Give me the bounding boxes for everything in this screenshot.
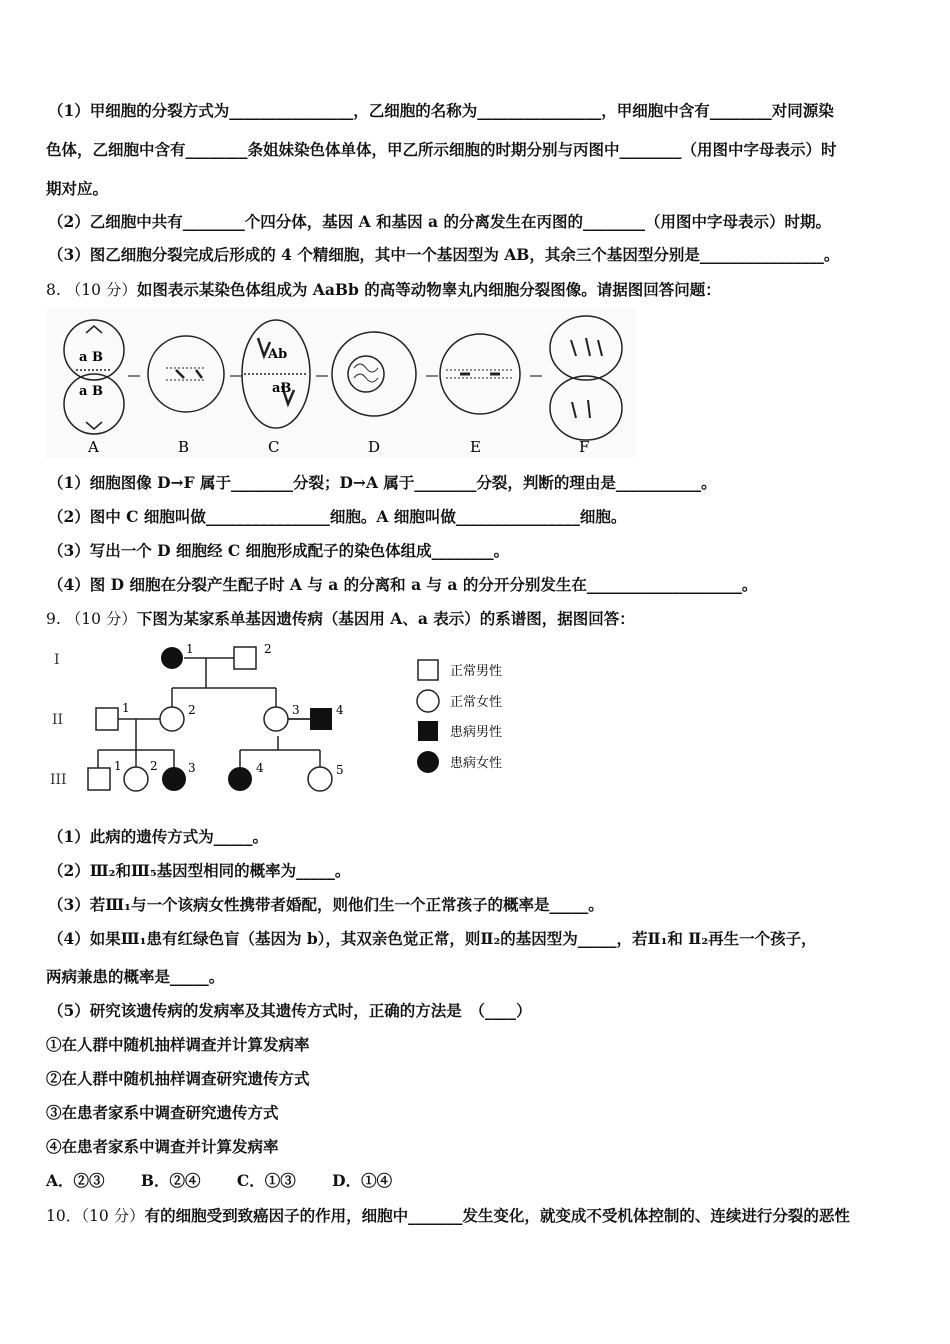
q9-part5: （5）研究该遗传病的发病率及其遗传方式时，正确的方法是 （____） xyxy=(48,1001,532,1020)
q9-option-4: ④在患者家系中调查并计算发病率 xyxy=(46,1137,279,1156)
member-iii1-normal-male xyxy=(88,768,110,790)
member-iii4-affected-female xyxy=(228,767,252,791)
cell-a-gene-bottom: a B xyxy=(79,384,103,399)
legend-normal-male-symbol xyxy=(418,660,438,680)
q7-part1-line2: 色体，乙细胞中含有________条姐妹染色体单体，甲乙所示细胞的时期分别与丙图中________（用图中字母表示）时 xyxy=(46,140,837,159)
generation-label-2: II xyxy=(52,712,64,728)
q9-part1: （1）此病的遗传方式为_____。 xyxy=(48,827,269,846)
q7-part3: （3）图乙细胞分裂完成后形成的 4 个精细胞，其中一个基因型为 AB，其余三个基因型分别是________________。 xyxy=(48,245,840,264)
member-i2-normal-male xyxy=(234,647,256,669)
q9-pedigree-figure xyxy=(46,638,526,798)
legend-affected-female: 患病女性 xyxy=(450,756,503,771)
member-ii3-normal-female xyxy=(264,707,288,731)
q9-part2: （2）Ⅲ₂和Ⅲ₅基因型相同的概率为_____。 xyxy=(48,861,351,880)
cell-label-a: A xyxy=(88,438,99,456)
cell-label-d: D xyxy=(368,438,381,456)
q10-stem: 有的细胞受到致癌因子的作用，细胞中_______发生变化，就变成不受机体控制的、连续进行分裂的恶性 xyxy=(144,1206,850,1225)
cell-label-c: C xyxy=(268,438,280,456)
q9-option-1: ①在人群中随机抽样调查并计算发病率 xyxy=(46,1035,310,1054)
q7-part2: （2）乙细胞中共有________个四分体，基因 A 和基因 a 的分离发生在丙图的________（用图中字母表示）时期。 xyxy=(48,212,831,231)
cell-label-e: E xyxy=(470,438,481,456)
member-number-ii1: 1 xyxy=(122,701,130,715)
member-number-iii4: 4 xyxy=(256,761,264,775)
q10-score: （10 分） xyxy=(81,1207,145,1225)
q8-part4: （4）图 D 细胞在分裂产生配子时 A 与 a 的分离和 a 与 a 的分开分别发生在____________________。 xyxy=(48,575,758,594)
legend-affected-male: 患病男性 xyxy=(450,725,503,740)
legend-affected-female-symbol xyxy=(417,751,439,773)
legend-normal-female-symbol xyxy=(417,690,439,712)
member-number-iii3: 3 xyxy=(188,761,196,775)
q9-part4-line2: 两病兼患的概率是_____。 xyxy=(46,967,225,986)
q7-part1-line3: 期对应。 xyxy=(46,179,109,198)
member-ii1-normal-male xyxy=(96,708,118,730)
q8-part3: （3）写出一个 D 细胞经 C 细胞形成配子的染色体组成________。 xyxy=(48,541,510,560)
q9-option-3: ③在患者家系中调查研究遗传方式 xyxy=(46,1103,279,1122)
q8-part1: （1）细胞图像 D→F 属于________分裂；D→A 属于________分裂，判断的理由是___________。 xyxy=(48,473,717,492)
member-iii2-normal-female xyxy=(124,767,148,791)
member-ii4-affected-male xyxy=(310,708,332,730)
q8-part2: （2）图中 C 细胞叫做________________细胞。A 细胞叫做________________细胞。 xyxy=(48,507,627,526)
cell-label-b: B xyxy=(178,438,190,456)
member-number-iii2: 2 xyxy=(150,759,158,773)
member-number-i1: 1 xyxy=(186,642,194,656)
cell-label-f: F xyxy=(579,438,590,456)
q10-stem-line xyxy=(46,1206,950,1226)
q9-option-2: ②在人群中随机抽样调查研究遗传方式 xyxy=(46,1069,310,1088)
q9-stem-line xyxy=(46,609,950,629)
member-number-ii3: 3 xyxy=(292,703,300,717)
member-number-iii5: 5 xyxy=(336,763,344,777)
q7-part1-line1: （1）甲细胞的分裂方式为________________，乙细胞的名称为________________，甲细胞中含有________对同源染 xyxy=(48,101,834,120)
q8-stem-line xyxy=(46,280,950,300)
cell-c-gene-bottom: aB xyxy=(272,381,292,396)
member-ii2-normal-female xyxy=(160,707,184,731)
cell-c-gene-top: Ab xyxy=(268,347,288,362)
member-iii5-normal-female xyxy=(308,767,332,791)
q8-number: 8. xyxy=(46,281,61,299)
q8-score: （10 分） xyxy=(65,281,137,299)
legend-normal-female: 正常女性 xyxy=(450,695,503,710)
q10-number: 10． xyxy=(46,1207,82,1225)
generation-label-1: I xyxy=(54,652,60,668)
member-number-ii4: 4 xyxy=(336,703,344,717)
member-number-iii1: 1 xyxy=(114,759,122,773)
member-iii3-affected-female xyxy=(162,767,186,791)
q9-stem: 下图为某家系单基因遗传病（基因用 A、a 表示）的系谱图，据图回答： xyxy=(136,609,635,628)
q9-part4-line1: （4）如果Ⅲ₁患有红绿色盲（基因为 b），其双亲色觉正常，则Ⅱ₂的基因型为_____，若Ⅱ₁和 Ⅱ₂再生一个孩子， xyxy=(48,929,817,948)
generation-label-3: III xyxy=(50,772,67,788)
q9-score: （10 分） xyxy=(65,610,137,628)
member-number-ii2: 2 xyxy=(188,703,196,717)
legend-normal-male: 正常男性 xyxy=(450,664,503,679)
q8-stem: 如图表示某染色体组成为 AaBb 的高等动物睾丸内细胞分裂图像。请据图回答问题： xyxy=(136,280,721,299)
q9-part3: （3）若Ⅲ₁与一个该病女性携带者婚配，则他们生一个正常孩子的概率是_____。 xyxy=(48,895,604,914)
q9-number: 9. xyxy=(46,610,61,628)
cell-a-gene-top: a B xyxy=(79,350,103,365)
member-number-i2: 2 xyxy=(264,642,272,656)
member-i1-affected-female xyxy=(161,647,183,669)
q9-choices: A．②③ B．②④ C．①③ D．①④ xyxy=(46,1171,393,1190)
q8-cell-division-figure xyxy=(46,308,636,458)
legend-affected-male-symbol xyxy=(418,721,438,741)
